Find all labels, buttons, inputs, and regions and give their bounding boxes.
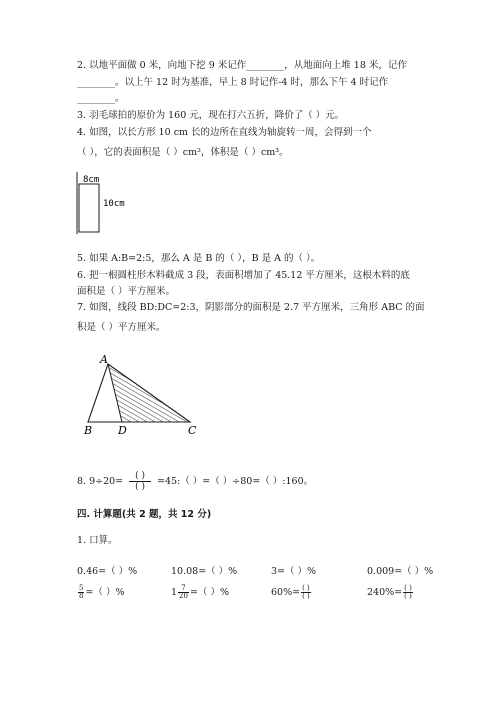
section-title: 四. 计算题(共 2 题，共 12 分) (77, 509, 212, 520)
vertex-label-a: A (100, 353, 108, 366)
frac-num: ( ) (404, 584, 412, 592)
blank-fraction (403, 585, 413, 600)
fraction-5-8 (78, 585, 84, 600)
top-edge-label: 8cm (83, 175, 100, 185)
mixed-whole: 1 (171, 587, 178, 598)
q5-text: 5. 如果 A:B=2:5，那么 A 是 B 的（ ），B 是 A 的（ ）。 (77, 253, 321, 264)
blank-fraction (301, 585, 311, 600)
frac-den: 8 (79, 592, 84, 600)
calc-r1c1: 0.46=（ ）% (77, 566, 138, 577)
calc-r2c3-head: 60%= (271, 587, 301, 598)
triangle-figure (78, 350, 208, 435)
calc-r2c4 (367, 584, 414, 602)
calc-r2c2-tail: =（ ）% (189, 587, 229, 598)
calc-r2c1-tail: =（ ）% (85, 587, 125, 598)
q8-blank-fraction (129, 471, 151, 492)
calc-r2c2 (171, 584, 229, 602)
rectangle-shape (79, 184, 99, 232)
q7-line2: 积是（ ）平方厘米。 (77, 322, 166, 333)
frac-den: ( ) (404, 592, 412, 600)
q2-line3: ________。 (77, 93, 125, 104)
vertex-label-d: D (118, 424, 127, 435)
calc-r2c3 (271, 584, 312, 602)
q3-text: 3. 羽毛球拍的原价为 160 元，现在打六五折，降价了（ ）元。 (77, 110, 345, 121)
side-edge-label: 10cm (103, 199, 125, 209)
q2-line1: 2. 以地平面做 0 米，向地下挖 9 米记作________，从地面向上堆 18 米，记作 (77, 60, 407, 71)
q4-line1: 4. 如图，以长方形 10 cm 长的边所在直线为轴旋转一周，会得到一个 (77, 127, 372, 138)
calc-r2c1 (77, 584, 124, 602)
q2-line2: ________。以上午 12 时为基准，早上 8 时记作-4 时，那么下午 4 时记作 (77, 77, 389, 88)
q8-prefix: 8. 9÷20= (77, 476, 124, 487)
calc-r1c4: 0.009=（ ）% (367, 566, 434, 577)
vertex-label-b: B (84, 424, 93, 435)
frac-num: 7 (178, 585, 189, 593)
fraction-7-20 (178, 585, 189, 600)
calc-r2c4-head: 240%= (367, 587, 403, 598)
q7-line1: 7. 如图，线段 BD:DC=2:3，阴影部分的面积是 2.7 平方厘米，三角形 ABC 的面 (77, 302, 425, 313)
q6-line1: 6. 把一根圆柱形木料截成 3 段，表面积增加了 45.12 平方厘米，这根木料的底 (77, 270, 410, 281)
q8-frac-num: ( ) (129, 471, 151, 482)
frac-num: ( ) (302, 584, 310, 592)
frac-num: 5 (79, 584, 84, 592)
frac-den: ( ) (302, 592, 310, 600)
q8-frac-den: ( ) (135, 482, 146, 492)
frac-den: 20 (179, 592, 188, 600)
calc-r1c3: 3=（ ）% (271, 566, 317, 577)
vertex-label-c: C (188, 424, 197, 435)
q4-line2: （ ），它的表面积是（ ）cm²，体积是（ ）cm³。 (77, 147, 289, 158)
q8-line (77, 471, 313, 493)
q8-suffix: =45:（ ）=（ ）÷80=（ ）:160。 (157, 476, 314, 487)
rectangle-figure (70, 168, 150, 238)
q6-line2: 面积是（ ）平方厘米。 (77, 286, 176, 297)
calc-r1c2: 10.08=（ ）% (171, 566, 238, 577)
section-sub: 1. 口算。 (77, 535, 118, 546)
